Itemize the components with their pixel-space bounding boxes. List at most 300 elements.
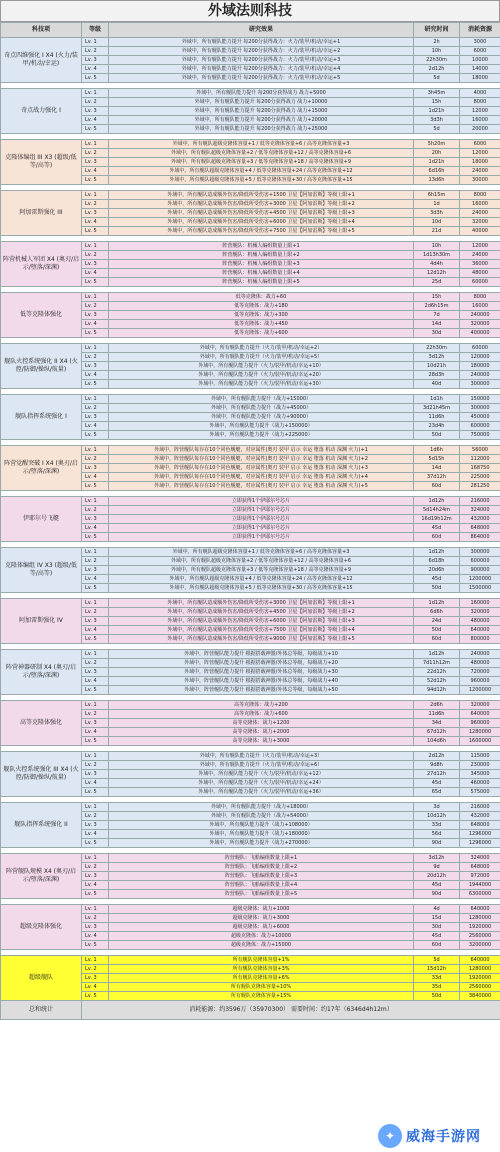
tech-resource: 150000 [460, 395, 500, 404]
tech-level: Lv. 3 [82, 974, 109, 983]
tech-level: Lv. 2 [82, 353, 109, 362]
tech-effect: 超级克隆体：战力+10000 [109, 932, 414, 941]
tech-effect: 外域中，阵营舰队每存在10个同色舰艇，对应属性(奥刃 装甲 启示 幸运 堕落 机动 深渊 火力)+4 [109, 473, 414, 482]
tech-level: Lv. 1 [82, 854, 109, 863]
tech-time: 2d6h15m [414, 302, 460, 311]
tech-effect: 外域中，阵营舰队能力提升 根据搭载神器/外体总等级，每级战力+10 [109, 650, 414, 659]
tech-effect: 外域中，所有舰队超级克隆体容量+2 / 低等克隆体容量+12 / 高等克隆体容量+6 [109, 149, 414, 158]
tech-level: Lv. 1 [82, 905, 109, 914]
tech-name: 超级舰队 [1, 956, 82, 1001]
tech-level: Lv. 1 [82, 344, 109, 353]
tech-time: 22d12h [414, 668, 460, 677]
tech-time: 1d21h [414, 158, 460, 167]
tech-effect: 外域中，所有舰队能力提升 每200分获得战力：火力/装甲/机动/幸运+1 [109, 38, 414, 47]
tech-effect: 外域中，所有舰队能力提升（火力/装甲/机动/幸运+20） [109, 371, 414, 380]
tech-effect: 外域中，阵营舰队每存在10个同色舰艇，对应属性(奥刃 装甲 启示 幸运 堕落 机动 深渊 火力)+2 [109, 455, 414, 464]
tech-resource: 800000 [460, 635, 500, 644]
tech-time: 45d [414, 524, 460, 533]
tech-effect: 外域中，阵营舰队每存在10个同色舰艇，对应属性(奥刃 装甲 启示 幸运 堕落 机动 深渊 火力)+1 [109, 446, 414, 455]
tech-time: 45d [414, 779, 460, 788]
tech-level: Lv. 4 [82, 371, 109, 380]
tech-effect: 外域中，阵营舰队能力提升 根据搭载神器/外体总等级，每级战力+50 [109, 686, 414, 695]
tech-resource: 1280000 [460, 728, 500, 737]
tech-time: 1d12h [414, 599, 460, 608]
tech-resource: 648000 [460, 821, 500, 830]
tech-time: 45d [414, 881, 460, 890]
tech-time: 13d6h [414, 176, 460, 185]
tech-effect: 所有舰队克隆体容量+15% [109, 992, 414, 1001]
tech-level: Lv. 4 [82, 830, 109, 839]
header-row [1, 23, 500, 38]
tech-level: Lv. 2 [82, 404, 109, 413]
tech-name: 奇点战力强化 I [1, 89, 82, 134]
tech-effect: 外域中，所有舰队能力提升 每200分获得战力：火力/装甲/机动/幸运+4 [109, 65, 414, 74]
tech-level: Lv. 4 [82, 626, 109, 635]
tech-time: 2d12h [414, 752, 460, 761]
tech-level: Lv. 4 [82, 728, 109, 737]
tech-time: 45d [414, 932, 460, 941]
tech-name: 舰队指挥系统强化 I [1, 395, 82, 440]
tech-resource: 1296000 [460, 839, 500, 848]
tech-resource: 750000 [460, 431, 500, 440]
tech-resource: 12000 [460, 242, 500, 251]
tech-resource: 900000 [460, 566, 500, 575]
table-row [1, 752, 500, 761]
tech-time: 27d12h [414, 770, 460, 779]
tech-effect: 外域中，所有舰队能力提升 每200分获得战力 战力+5000 [109, 89, 414, 98]
tech-level: Lv. 3 [82, 413, 109, 422]
tech-effect: 外域中，所有舰队能力提升（火力/装甲/机动/幸运+6） [109, 761, 414, 770]
tech-time: 28d3h [414, 371, 460, 380]
tech-level: Lv. 3 [82, 56, 109, 65]
tech-effect: 立即获得1个伊耶尔号芯片 [109, 515, 414, 524]
tech-name: 克隆体编组 IV X3 (超级/低等/高等) [1, 548, 82, 593]
tech-time: 94d12h [414, 686, 460, 695]
tech-resource: 640000 [460, 905, 500, 914]
tech-time: 22h30m [414, 56, 460, 65]
tech-time: 10h [414, 242, 460, 251]
tech-time: 15d [414, 914, 460, 923]
tech-resource: 2560000 [460, 932, 500, 941]
tech-resource: 1296000 [460, 830, 500, 839]
tech-resource: 324000 [460, 506, 500, 515]
tech-resource: 180000 [460, 362, 500, 371]
tech-effect: 外域中，所有舰队超级克隆体容量+2 / 低等克隆体容量+12 / 高等克隆体容量+6 [109, 557, 414, 566]
tech-resource: 300000 [460, 404, 500, 413]
tech-level: Lv. 3 [82, 311, 109, 320]
tech-effect: 外域中，所有舰队能力提升（战力+150000） [109, 422, 414, 431]
tech-level: Lv. 5 [82, 227, 109, 236]
tech-resource: 575000 [460, 788, 500, 797]
tech-effect: 外域中，所有舰队能力提升 每200分获得战力 战力+15000 [109, 107, 414, 116]
tech-name: 低等克隆体强化 [1, 293, 82, 338]
tech-time: 52d12h [414, 677, 460, 686]
tech-time: 60d [414, 635, 460, 644]
tech-level: Lv. 5 [82, 839, 109, 848]
tech-level: Lv. 2 [82, 455, 109, 464]
tech-level: Lv. 1 [82, 956, 109, 965]
table-row [1, 344, 500, 353]
tech-time: 16d19h12m [414, 515, 460, 524]
tech-time: 10d21h [414, 362, 460, 371]
tech-name: 阿加雷斯强化 III [1, 191, 82, 236]
tech-level: Lv. 2 [82, 302, 109, 311]
tech-resource: 1200000 [460, 686, 500, 695]
tech-effect: 外域中，所有舰队能力提升（战力+90000） [109, 413, 414, 422]
tech-effect: 外域中，所有舰队造成额外伤害/降低所受伤害+9000 卫星【阿加雷斯】等级上限+5 [109, 635, 414, 644]
tech-effect: 阵营舰队：机械人编组数量上限+5 [109, 278, 414, 287]
tech-effect: 超级克隆体：战力+1000 [109, 905, 414, 914]
tech-level: Lv. 4 [82, 983, 109, 992]
tech-effect: 外域中，所有舰队超级克隆体容量+5 / 低等克隆体容量+30 / 高等克隆体容量+15 [109, 176, 414, 185]
tech-level: Lv. 2 [82, 98, 109, 107]
tech-level: Lv. 1 [82, 803, 109, 812]
tech-resource: 320000 [460, 320, 500, 329]
tech-resource: 864000 [460, 533, 500, 542]
tech-time: 20d6h [414, 566, 460, 575]
tech-level: Lv. 3 [82, 872, 109, 881]
tech-resource: 3200000 [460, 941, 500, 950]
tech-time: 33d [414, 974, 460, 983]
tech-resource: 3840000 [460, 992, 500, 1001]
table-row [1, 242, 500, 251]
tech-time: 50d [414, 992, 460, 1001]
tech-resource: 432000 [460, 515, 500, 524]
tech-effect: 外域中，所有舰队造成额外伤害/降低所受伤害+1500 卫星【阿加雷斯】等级上限+1 [109, 191, 414, 200]
tech-level: Lv. 2 [82, 863, 109, 872]
tech-time: 10d [414, 218, 460, 227]
tech-time: 7d [414, 311, 460, 320]
tech-level: Lv. 3 [82, 515, 109, 524]
tech-time: 10d12h [414, 812, 460, 821]
tech-time: 15h [414, 98, 460, 107]
tech-time: 15h [414, 293, 460, 302]
tech-effect: 外域中，所有舰队超级克隆体容量+4 / 低等克隆体容量+24 / 高等克隆体容量+12 [109, 167, 414, 176]
tech-time: 23d4h [414, 422, 460, 431]
tech-effect: 立即获得1个伊耶尔号芯片 [109, 533, 414, 542]
tech-level: Lv. 2 [82, 608, 109, 617]
tech-level: Lv. 3 [82, 464, 109, 473]
tech-effect: 高等克隆体：战力+600 [109, 710, 414, 719]
tech-time: 6d6h [414, 608, 460, 617]
tech-level: Lv. 5 [82, 533, 109, 542]
tech-effect: 外域中，所有舰队超级克隆体容量+4 / 低等克隆体容量+24 / 高等克隆体容量+12 [109, 575, 414, 584]
tech-resource: 60000 [460, 344, 500, 353]
table-row [1, 803, 500, 812]
tech-effect: 阵营舰队：飞船编组数量上限+2 [109, 863, 414, 872]
tech-name: 克隆体编组 III X3 (超级/低等/高等) [1, 140, 82, 185]
tech-effect: 外域中，所有舰队能力提升 每200分获得战力 战力+10000 [109, 98, 414, 107]
tech-resource: 1944000 [460, 881, 500, 890]
tech-effect: 外域中，所有舰队能力提升（战力+180000） [109, 830, 414, 839]
tech-time: 1d12h [414, 548, 460, 557]
watermark-text: 威海手游网 [406, 1129, 481, 1145]
tech-effect: 外域中，所有舰队能力提升（火力/装甲/机动/幸运+10） [109, 362, 414, 371]
tech-effect: 外域中，所有舰队能力提升（战力+108000） [109, 821, 414, 830]
tech-level: Lv. 4 [82, 167, 109, 176]
tech-effect: 外域中，所有舰队能力提升 每200分获得战力 战力+25000 [109, 125, 414, 134]
tech-level: Lv. 2 [82, 506, 109, 515]
tech-time: 1d12h [414, 497, 460, 506]
tech-time: 24d [414, 617, 460, 626]
tech-resource: 2560000 [460, 983, 500, 992]
tech-level: Lv. 4 [82, 269, 109, 278]
tech-level: Lv. 5 [82, 329, 109, 338]
tech-level: Lv. 3 [82, 770, 109, 779]
tech-effect: 外域中，所有舰队能力提升 每200分获得战力：火力/装甲/机动/幸运+5 [109, 74, 414, 83]
tech-time: 90d [414, 839, 460, 848]
tech-time: 25d [414, 278, 460, 287]
tech-resource: 168750 [460, 464, 500, 473]
table-row [1, 650, 500, 659]
tech-time: 5d [414, 956, 460, 965]
tech-level: Lv. 3 [82, 260, 109, 269]
tech-resource: 300000 [460, 548, 500, 557]
tech-resource: 960000 [460, 677, 500, 686]
tech-time: 40d [414, 380, 460, 389]
table-row [1, 293, 500, 302]
tech-name: 舰队火控系统强化 III X4 (火控/防御/操纵/航量) [1, 752, 82, 797]
table-row [1, 497, 500, 506]
tech-level: Lv. 1 [82, 140, 109, 149]
tech-resource: 60000 [460, 278, 500, 287]
tech-time: 90d [414, 890, 460, 899]
tech-level: Lv. 5 [82, 176, 109, 185]
table-row [1, 89, 500, 98]
tech-resource: 1500000 [460, 584, 500, 593]
tech-time: 21d [414, 227, 460, 236]
tech-effect: 外域中，所有舰队能力提升（火力/装甲/机动/幸运+2） [109, 344, 414, 353]
tech-effect: 所有舰队克隆体容量+3% [109, 965, 414, 974]
tech-resource: 400000 [460, 329, 500, 338]
tech-time: 5d15h [414, 455, 460, 464]
table-row [1, 395, 500, 404]
tech-time: 3d12h [414, 353, 460, 362]
tech-level: Lv. 5 [82, 431, 109, 440]
tech-time: 6h15m [414, 191, 460, 200]
tech-resource: 240000 [460, 650, 500, 659]
tech-resource: 3000 [460, 38, 500, 47]
tech-effect: 外域中，所有舰队造成额外伤害/降低所受伤害+6000 卫星【阿加雷斯】等级上限+4 [109, 218, 414, 227]
tech-effect: 超级克隆体：战力+3000 [109, 914, 414, 923]
tech-effect: 外域中，所有舰队造成额外伤害/降低所受伤害+4500 卫星【阿加雷斯】等级上限+3 [109, 209, 414, 218]
tech-resource: 320000 [460, 608, 500, 617]
table-row [1, 701, 500, 710]
tech-level: Lv. 4 [82, 473, 109, 482]
tech-resource: 972000 [460, 872, 500, 881]
tech-effect: 阵营舰队：飞船编组数量上限+5 [109, 890, 414, 899]
tech-effect: 外域中，阵营舰队每存在10个同色舰艇，对应属性(奥刃 装甲 启示 幸运 堕落 机动 深渊 火力)+5 [109, 482, 414, 491]
tech-effect: 阵营舰队：飞船编组数量上限+3 [109, 872, 414, 881]
watermark-logo-icon: ✦ [378, 1124, 402, 1148]
tech-resource: 720000 [460, 668, 500, 677]
tech-time: 20d12h [414, 872, 460, 881]
tech-time: 6d18h [414, 557, 460, 566]
tech-resource: 30000 [460, 176, 500, 185]
tech-resource: 640000 [460, 710, 500, 719]
tech-resource: 1280000 [460, 914, 500, 923]
tech-level: Lv. 2 [82, 200, 109, 209]
tech-resource: 432000 [460, 812, 500, 821]
tech-name: 伊耶尔号飞艇 [1, 497, 82, 542]
tech-level: Lv. 1 [82, 752, 109, 761]
tech-resource: 1280000 [460, 965, 500, 974]
tech-effect: 外域中，所有舰队能力提升 每200分获得战力：火力/装甲/机动/幸运+3 [109, 56, 414, 65]
tech-resource: 640000 [460, 626, 500, 635]
tech-level: Lv. 3 [82, 821, 109, 830]
tech-effect: 立即获得1个伊耶尔号芯片 [109, 506, 414, 515]
table-row [1, 38, 500, 47]
tech-level: Lv. 2 [82, 761, 109, 770]
tech-resource: 24000 [460, 209, 500, 218]
tech-time: 5d [414, 125, 460, 134]
tech-resource: 324000 [460, 854, 500, 863]
tech-resource: 20000 [460, 125, 500, 134]
tech-time: 2d6h [414, 701, 460, 710]
tech-level: Lv. 3 [82, 617, 109, 626]
summary-row [1, 1001, 500, 1020]
header-resource: 消耗资源 [460, 23, 500, 38]
tech-time: 1d6h [414, 446, 460, 455]
table-row [1, 854, 500, 863]
tech-effect: 外域中，所有舰队超级克隆体容量+1 / 低等克隆体容量+6 / 高等克隆体容量+3 [109, 140, 414, 149]
tech-resource: 600000 [460, 422, 500, 431]
tech-time: 1d12h [414, 650, 460, 659]
tech-resource: 960000 [460, 719, 500, 728]
tech-time: 104d6h [414, 737, 460, 746]
tech-level: Lv. 4 [82, 65, 109, 74]
tech-resource: 281250 [460, 482, 500, 491]
tech-resource: 6000 [460, 140, 500, 149]
tech-level: Lv. 1 [82, 395, 109, 404]
tech-level: Lv. 1 [82, 497, 109, 506]
tech-level: Lv. 5 [82, 686, 109, 695]
tech-level: Lv. 4 [82, 932, 109, 941]
tech-resource: 640000 [460, 956, 500, 965]
header-time: 研究时间 [414, 23, 460, 38]
tech-resource: 6300000 [460, 890, 500, 899]
tech-resource: 8000 [460, 191, 500, 200]
tech-level: Lv. 2 [82, 149, 109, 158]
tech-level: Lv. 2 [82, 659, 109, 668]
table-row [1, 140, 500, 149]
tech-effect: 低等克隆体：战力+600 [109, 329, 414, 338]
tech-time: 10h [414, 47, 460, 56]
tech-effect: 外域中，阵营舰队每存在10个同色舰艇，对应属性(奥刃 装甲 启示 幸运 堕落 机动 深渊 火力)+3 [109, 464, 414, 473]
tech-resource: 40000 [460, 227, 500, 236]
tech-level: Lv. 2 [82, 965, 109, 974]
tech-time: 34d [414, 719, 460, 728]
tech-effect: 外域中，所有舰队造成额外伤害/降低所受伤害+3000 卫星【阿加雷斯】等级上限+2 [109, 200, 414, 209]
tech-resource: 320000 [460, 701, 500, 710]
tech-effect: 高等克隆体：战力+1200 [109, 719, 414, 728]
tech-level: Lv. 4 [82, 524, 109, 533]
tech-resource: 648000 [460, 524, 500, 533]
tech-resource: 240000 [460, 311, 500, 320]
table-row [1, 191, 500, 200]
tech-resource: 345000 [460, 770, 500, 779]
tech-effect: 外域中，所有舰队造成额外伤害/降低所受伤害+4500 卫星【阿加雷斯】等级上限+2 [109, 608, 414, 617]
tech-level: Lv. 2 [82, 812, 109, 821]
tech-level: Lv. 3 [82, 923, 109, 932]
tech-time: 20h [414, 149, 460, 158]
tech-resource: 112000 [460, 455, 500, 464]
tech-resource: 648000 [460, 863, 500, 872]
tech-time: 12d12h [414, 269, 460, 278]
tech-effect: 外域中，阵营舰队能力提升 根据搭载神器/外体总等级，每级战力+30 [109, 668, 414, 677]
tech-effect: 阵营舰队：飞船编组数量上限+4 [109, 881, 414, 890]
tech-time: 5h20m [414, 140, 460, 149]
tech-level: Lv. 1 [82, 548, 109, 557]
tech-name: 超级克隆体强化 [1, 905, 82, 950]
tech-resource: 225000 [460, 473, 500, 482]
tech-level: Lv. 5 [82, 992, 109, 1001]
tech-name: 舰队指挥系统强化 II [1, 803, 82, 848]
tech-level: Lv. 4 [82, 218, 109, 227]
tech-time: 3h45m [414, 89, 460, 98]
tech-effect: 外域中，所有舰队造成额外伤害/降低所受伤害+7500 卫星【阿加雷斯】等级上限+5 [109, 227, 414, 236]
tech-resource: 1920000 [460, 923, 500, 932]
tech-resource: 460000 [460, 779, 500, 788]
tech-time: 11d6h [414, 413, 460, 422]
tech-effect: 所有舰队克隆体容量+1% [109, 956, 414, 965]
tech-effect: 外域中，所有舰队超级克隆体容量+3 / 低等克隆体容量+18 / 高等克隆体容量+9 [109, 566, 414, 575]
tech-time: 6d16h [414, 167, 460, 176]
tech-effect: 外域中，所有舰队能力提升 每200分获得战力 战力+20000 [109, 116, 414, 125]
tech-effect: 高等克隆体：战力+2000 [109, 728, 414, 737]
tech-effect: 外域中，所有舰队超级克隆体容量+5 / 低等克隆体容量+30 / 高等克隆体容量+15 [109, 584, 414, 593]
tech-level: Lv. 4 [82, 575, 109, 584]
tech-effect: 超级克隆体：战力+15000 [109, 941, 414, 950]
tech-time: 9d [414, 863, 460, 872]
tech-resource: 216000 [460, 497, 500, 506]
tech-resource: 1200000 [460, 575, 500, 584]
tech-level: Lv. 3 [82, 362, 109, 371]
tech-resource: 24000 [460, 167, 500, 176]
tech-resource: 230000 [460, 761, 500, 770]
tech-resource: 16000 [460, 302, 500, 311]
table-row [1, 905, 500, 914]
tech-resource: 24000 [460, 251, 500, 260]
tech-time: 3d12h [414, 854, 460, 863]
tech-time: 35d [414, 983, 460, 992]
tech-time: 14d [414, 464, 460, 473]
tech-resource: 4000 [460, 89, 500, 98]
tech-time: 45d [414, 575, 460, 584]
header-effect: 研究效果 [109, 23, 414, 38]
tech-effect: 立即获得1个伊耶尔号芯片 [109, 497, 414, 506]
header-name: 科技项 [1, 23, 82, 38]
tech-resource: 14000 [460, 65, 500, 74]
tech-effect: 外域中，所有舰队能力提升（火力/装甲/机动/幸运+3） [109, 752, 414, 761]
tech-time: 60d [414, 533, 460, 542]
tech-time: 3d3h [414, 209, 460, 218]
tech-time: 1d1h [414, 395, 460, 404]
tech-level: Lv. 4 [82, 422, 109, 431]
tech-level: Lv. 1 [82, 446, 109, 455]
tech-resource: 10000 [460, 56, 500, 65]
tech-effect: 阵营舰队：飞船编组数量上限+1 [109, 854, 414, 863]
tech-level: Lv. 5 [82, 635, 109, 644]
tech-level: Lv. 5 [82, 278, 109, 287]
tech-level: Lv. 4 [82, 677, 109, 686]
tech-time: 65d [414, 788, 460, 797]
tech-effect: 外域中，阵营舰队能力提升 根据搭载神器/外体总等级，每级战力+40 [109, 677, 414, 686]
tech-effect: 低等克隆体：战力+180 [109, 302, 414, 311]
tech-time: 15d12h [414, 965, 460, 974]
tech-level: Lv. 5 [82, 890, 109, 899]
tech-effect: 外域中，所有舰队能力提升（战力+45000） [109, 404, 414, 413]
